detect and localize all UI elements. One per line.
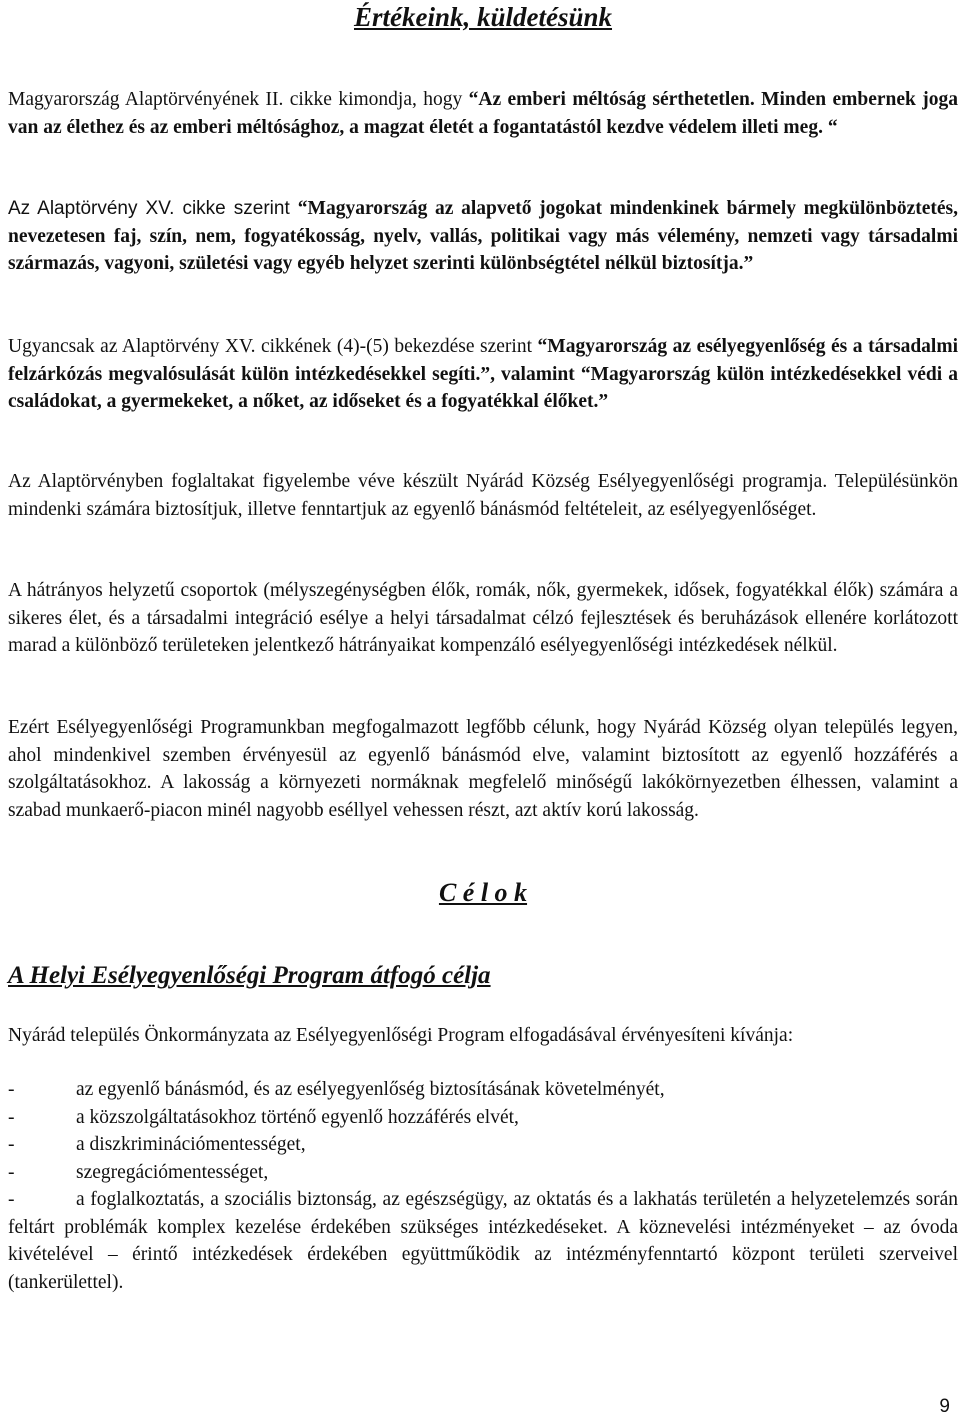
quote: “Magyarország az alapvető jogokat mindenkinek bármely megkülönböztetés, nevezetesen faj, szín, nem, fogyatékosság, nyelv, vallás, politikai vagy más vélemény, nemzeti vagy társadalmi származás, vagyoni, születési vagy egyéb helyzet szerinti különbségtétel nélkül biztosítja.” [8,198,958,274]
paragraph-onkormanyzat: Nyárád település Önkormányzata az Esélyegyenlőségi Program elfogadásával érvényesíteni kívánja: [8,1025,794,1046]
paragraph-alaptorveny-15 [8,195,958,278]
section-heading-atfogo-cel: A Helyi Esélyegyenlőségi Program átfogó célja [8,962,491,989]
list-item: - a diszkriminációmentességet, [8,1131,958,1159]
paragraph-alaptorveny-2 [8,86,958,141]
list-item: - szegregációmentességet, [8,1159,958,1187]
list-dash: - [8,1189,15,1210]
paragraph-alaptorveny-15-4-5 [8,333,958,416]
page-number: 9 [939,1396,950,1417]
paragraph-lead: Magyarország Alaptörvényének II. cikke kimondja, hogy [8,89,469,110]
quote: “Magyarország az esélyegyenlőség és a társadalmi felzárkózás megvalósulását külön intézkedésekkel segíti.” [8,336,958,385]
connector: , valamint [490,363,581,385]
quote: “Magyarország külön intézkedésekkel védi a családokat, a gyermekeket, a nőket, az időseket és a fogyatékkal élőket.” [8,363,958,412]
paragraph-hatranyos: A hátrányos helyzetű csoportok (mélyszegénységben élők, romák, nők, gyermekek, idősek, fogyatékkal élők) számára a sikeres élet, és a társadalmi integráció esélye a helyi társadalmat célzó fejlesztések és beruházások ellenére korlátozott marad a különböző területeken jelentkező hátrányaikat kompenzáló esélyegyenlőségi intézkedések nélkül. [8,580,958,656]
list-item: - az egyenlő bánásmód, és az esélyegyenlőség biztosításának követelményét, [8,1076,958,1104]
list-dash: - [8,1162,15,1183]
list-item: - a foglalkoztatás, a szociális biztonság, az egészségügy, az oktatás és a lakhatás területén a helyzetelemzés során feltárt problémák komplex kezelése érdekében szükséges intézkedéseket. A köznevelési intézményeket – az óvoda kivételével – érintő intézkedések érdekében együttműködik az intézményfenntartó központ területi szerveivel (tankerülettel). [8,1186,958,1296]
paragraph-celunk: Ezért Esélyegyenlőségi Programunkban megfogalmazott legfőbb célunk, hogy Nyárád Község olyan település legyen, ahol mindenkivel szemben érvényesül az egyenlő bánásmód elve, valamint biztosított az egyenlő hozzáférés a szolgáltatásokhoz. A lakosság a környezeti normáknak megfelelő minőségű lakókörnyezetben élhessen, valamint a szabad munkaerő-piacon minél nagyobb eséllyel vehessen részt, azt aktív korú lakosság. [8,717,958,821]
list-dash: - [8,1079,15,1100]
list-dash: - [8,1134,15,1155]
quote: “Az emberi méltóság sérthetetlen. Minden embernek joga van az élethez és az emberi méltósághoz, a magzat életét a fogantatástól kezdve védelem illeti meg. “ [8,89,958,138]
paragraph-lead: Ugyancsak az Alaptörvény XV. cikkének (4)-(5) bekezdése szerint [8,336,538,357]
paragraph-lead: Az Alaptörvény XV. cikke szerint [8,198,298,219]
page-title: Értékeink, küldetésünk [353,2,613,32]
list-item: - a közszolgáltatásokhoz történő egyenlő hozzáférés elvét, [8,1104,958,1132]
list-dash: - [8,1107,15,1128]
section-heading-celok: C é l o k [438,878,528,907]
paragraph-program: Az Alaptörvényben foglaltakat figyelembe véve készült Nyárád Község Esélyegyenlőségi programja. Településünkön mindenki számára biztosítjuk, illetve fenntartjuk az egyenlő bánásmód feltételeit, az esélyegyenlőséget. [8,471,958,520]
